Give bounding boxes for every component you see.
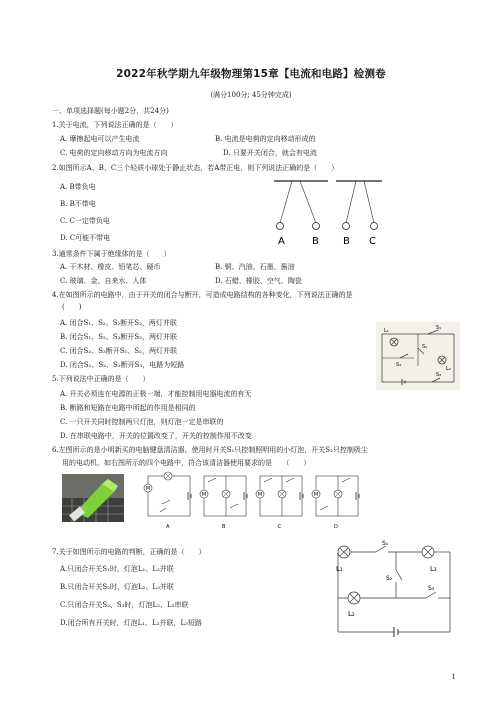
question-7-stem: 7.关于如图所示的电路的判断，正确的是（ ） <box>52 548 206 556</box>
question-4-stem-cont: ( ) <box>62 303 82 311</box>
ball-a <box>277 223 284 230</box>
q7-label-s2: S₂ <box>386 575 393 582</box>
q2-option-d: D. C可能不带电 <box>60 234 111 242</box>
circuit-option-c <box>256 476 303 530</box>
page-number: 1 <box>451 673 456 681</box>
q1-option-a: A. 摩擦起电可以产生电流 <box>60 135 140 143</box>
q7-label-l1: L₁ <box>336 565 343 573</box>
q3-option-c: C. 玻璃、金、自来水、人体 <box>60 277 147 285</box>
page-title: 2022年秋学期九年级物理第15章【电流和电路】检测卷 <box>116 68 386 80</box>
question-6-stem-cont: 用的电动机。如右图所示的四个电路中，符合该清洁器使用要求的是 （ ） <box>62 459 311 467</box>
q4-label-l1: L₁ <box>384 328 389 334</box>
label-b2: B <box>343 236 350 247</box>
keyboard-cleaner-photo <box>62 474 124 522</box>
q4-label-s1b: S₁ <box>396 362 402 368</box>
q4-option-d: D. 闭合S₁、S₂、S₃断开S₃，电路为短路 <box>60 361 185 369</box>
q7-label-s3: S₃ <box>428 585 435 592</box>
q5-option-b: B. 断路和短路在电路中所起的作用是相同的 <box>60 404 196 412</box>
q3-option-b: B. 铜、汽油、石墨、酱油 <box>215 263 295 271</box>
section-heading: 一、单项选择题(每小题2分，共24分) <box>52 107 169 115</box>
q1-option-b: B. 电流是电荷的定向移动形成的 <box>215 135 316 143</box>
q4-circuit-figure <box>376 322 460 390</box>
circuit-option-d <box>312 476 359 530</box>
q5-option-c: C. 一只开关同时控制两只灯泡，则灯泡一定是串联的 <box>60 418 224 426</box>
question-5-stem: 5.下列说法中正确的是（ ） <box>52 375 150 383</box>
q7-option-c: C.只闭合开关S₂、S₃时，灯泡L₂、L₃串联 <box>60 601 189 609</box>
label-a: A <box>278 236 285 247</box>
question-1-stem: 1.关于电流，下列说法正确的是（ ） <box>52 121 178 129</box>
q7-label-l3: L₃ <box>430 565 437 573</box>
q2-option-c: C. C一定带负电 <box>60 217 110 225</box>
circuit-option-a <box>144 472 191 530</box>
ball-b <box>313 223 320 230</box>
charged-balls-figure <box>270 178 386 248</box>
question-6-stem: 6.左图所示的是小明新买的电脑键盘清洁器，使用时开关S₁只控制照明用的小灯泡，开关S₂只控制吸尘 <box>52 446 368 454</box>
circuit-label-b: B <box>222 524 226 530</box>
ball-b2 <box>343 223 350 230</box>
q4-option-b: B. 闭合S₁、S₂、S₃断开S₂，两灯并联 <box>60 333 178 341</box>
label-b: B <box>312 236 319 247</box>
question-4-stem: 4.在如图所示的电路中，由于开关的闭合与断开，可造成电路结构的各种变化，下列说法正确的是 <box>52 291 353 299</box>
q7-circuit-figure <box>330 540 458 638</box>
q5-option-d: D. 在串联电路中，开关的位置改变了，开关的控制作用不改变 <box>60 432 252 440</box>
page-subtitle: (满分100分; 45分钟完成) <box>210 91 292 99</box>
q3-option-a: A. 干木材、橡皮、铅笔芯、硬币 <box>60 263 161 271</box>
question-2-stem: 2.如图所示A、B、C三个轻质小球处于静止状态，若A带正电，则下列说法正确的是（ ） <box>52 164 339 172</box>
circuit-label-d: D <box>334 524 338 530</box>
q2-option-a: A. B带负电 <box>60 183 96 191</box>
circuit-label-a: A <box>166 524 170 530</box>
q4-label-l2: L₂ <box>446 366 451 372</box>
q1-option-d: D. 只要开关闭合，就会有电流 <box>223 149 317 157</box>
q2-option-b: B. B不带电 <box>60 200 96 208</box>
label-c: C <box>369 236 376 247</box>
q4-option-c: C. 闭合S₂、S₃断开S₁、S₂，两灯并联 <box>60 347 177 355</box>
q4-label-s3: S₃ <box>436 372 442 378</box>
q6-circuit-options: M A B C D <box>146 474 366 530</box>
q1-option-c: C. 电荷的定向移动方向为电流方向 <box>60 149 168 157</box>
circuit-option-b <box>200 476 247 530</box>
q7-option-d: D.闭合所有开关时，灯泡L₁、L₂并联，L₃短路 <box>60 619 202 627</box>
question-3-stem: 3.通常条件下属于绝缘体的是（ ） <box>52 250 171 258</box>
q7-option-a: A.只闭合开关S₁时，灯泡L₁、L₃并联 <box>60 565 174 573</box>
q7-label-l2: L₂ <box>348 610 355 618</box>
q7-label-s1: S₁ <box>382 540 389 547</box>
q4-option-a: A. 闭合S₁、S₃、S₂断开S₂，两灯并联 <box>60 319 177 327</box>
circuit-label-c: C <box>278 524 282 530</box>
q4-label-s1: S₁ <box>436 325 442 331</box>
ball-c <box>371 223 378 230</box>
q5-option-a: A. 开关必须连在电源的正极一端，才能控制用电器电流的有无 <box>60 390 252 398</box>
q3-option-d: D. 石蜡、橡胶、空气、陶瓷 <box>215 277 302 285</box>
q7-option-b: B.只闭合开关S₂时，灯泡L₂、L₃并联 <box>60 583 174 591</box>
q4-label-s2: S₂ <box>422 344 428 350</box>
